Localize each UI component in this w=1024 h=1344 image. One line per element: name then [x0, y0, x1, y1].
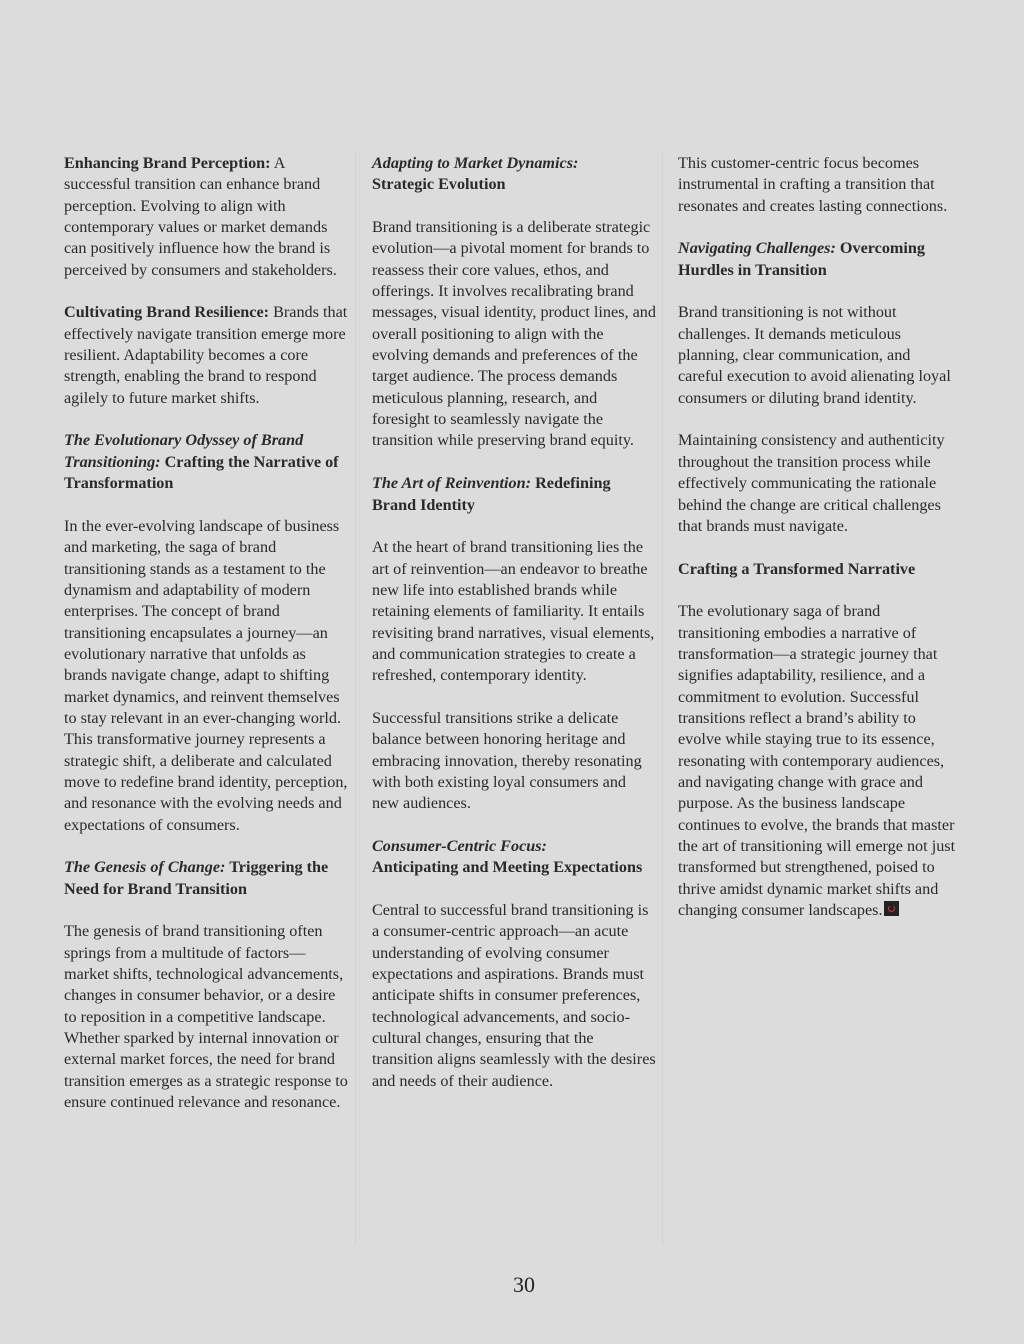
heading-italic: The Art of Reinvention:	[372, 474, 532, 493]
paragraph-text: A successful transition can enhance brand perception. Evolving to align with contemporary values or market demands can positively influence how the brand is perceived by consumers and stakeholders.	[64, 154, 337, 279]
page-number: 30	[513, 1272, 535, 1297]
end-of-article-icon	[884, 901, 899, 916]
paragraph-cultivating-brand-resilience	[64, 302, 348, 409]
paragraph-text: The genesis of brand transitioning often springs from a multitude of factors—market shifts, technological advancements, changes in consumer behavior, or a desire to reposition in a competitive landscape. Whether sparked by internal innovation or external market forces, the need for brand transition emerges as a strategic response to ensure continued relevance and resonance.	[64, 922, 348, 1112]
paragraph-text: Maintaining consistency and authenticity throughout the transition process while effectively communicating the rationale behind the change are critical challenges that brands must navigate.	[678, 431, 945, 535]
heading-italic: Navigating Challenges:	[678, 239, 836, 258]
section-heading	[678, 559, 956, 580]
heading-italic: The Genesis of Change:	[64, 858, 226, 877]
paragraph-text: Brand transitioning is not without challenges. It demands meticulous planning, clear communication, and careful execution to avoid alienating loyal consumers or diluting brand identity.	[678, 303, 951, 407]
section-heading	[372, 473, 656, 516]
column-divider-2	[662, 150, 663, 1245]
section-heading	[64, 430, 348, 494]
section-heading	[372, 836, 656, 879]
paragraph-text: Successful transitions strike a delicate balance between honoring heritage and embracing innovation, thereby resonating with both existing loyal consumers and new audiences.	[372, 708, 642, 813]
paragraph-text: At the heart of brand transitioning lies the art of reinvention—an endeavor to breathe new life into established brands while retaining elements of familiarity. It entails revisiting brand narratives, visual elements, and communication strategies to create a refreshed, contemporary identity.	[372, 538, 655, 685]
paragraph-text: This customer-centric focus becomes instrumental in crafting a transition that resonates and creates lasting connections.	[678, 154, 948, 215]
paragraph-enhancing-brand-perception	[64, 153, 348, 281]
paragraph-text: The evolutionary saga of brand transitioning embodies a narrative of transformation—a strategic journey that signifies adaptability, resilience, and a commitment to evolution. Successful transitions reflect a brand’s ability to evolve while staying true to its essence, resonating with contemporary audiences, and navigating change with grace and purpose. As the business landscape continues to evolve, the brands that master the art of transitioning will emerge not just transformed but strengthened, poised to thrive amidst dynamic market shifts and changing consumer landscapes.	[678, 602, 956, 920]
heading-bold: Overcoming Hurdles in Transition	[678, 239, 926, 279]
heading-italic: Adapting to Market Dynamics:	[372, 154, 579, 172]
paragraph-text: Central to successful brand transitioning is a consumer-centric approach—an acute understanding of evolving consumer expectations and aspirations. Brands must anticipate shifts in consumer preferences, technological advancements, and socio-cultural changes, ensuring that the transition aligns seamlessly with the desires and needs of their audience.	[372, 901, 656, 1090]
heading-bold: Anticipating and Meeting Expectations	[372, 858, 643, 877]
heading-italic: Consumer-Centric Focus:	[372, 837, 547, 855]
text-column-2	[372, 153, 656, 1113]
section-heading	[64, 857, 348, 900]
column-divider-1	[355, 150, 356, 1245]
heading-italic: The Evolutionary Odyssey of Brand Transitioning:	[64, 431, 304, 471]
text-column-3	[678, 153, 956, 943]
section-heading	[372, 153, 656, 196]
section-heading	[678, 238, 956, 281]
heading-bold: Redefining Brand Identity	[372, 474, 611, 514]
run-in-heading: Enhancing Brand Perception:	[64, 154, 271, 172]
heading-bold: Strategic Evolution	[372, 175, 506, 194]
heading-bold: Crafting the Narrative of Transformation	[64, 452, 339, 493]
heading-bold: Triggering the Need for Brand Transition	[64, 858, 329, 898]
paragraph-text: In the ever-evolving landscape of business and marketing, the saga of brand transitioning stands as a testament to the dynamism and adaptability of modern enterprises. The concept of brand transitioning encapsulates a journey—an evolutionary narrative that unfolds as brands navigate change, adapt to shifting market dynamics, and reinvent themselves to stay relevant in an ever-changing world. This transformative journey represents a strategic shift, a deliberate and calculated move to redefine brand identity, perception, and resonance with the evolving needs and expectations of consumers.	[64, 516, 348, 834]
heading-bold: Crafting a Transformed Narrative	[678, 559, 916, 578]
run-in-heading: Cultivating Brand Resilience:	[64, 303, 270, 322]
paragraph-text: Brand transitioning is a deliberate strategic evolution—a pivotal moment for brands to reassess their core values, ethos, and offerings. It involves recalibrating brand messages, visual identity, product lines, and overall positioning to align with the evolving demands and preferences of the target audience. The process demands meticulous planning, research, and foresight to seamlessly navigate the transition while preserving brand equity.	[372, 218, 656, 450]
final-paragraph	[678, 601, 956, 921]
paragraph-text: Brands that effectively navigate transition emerge more resilient. Adaptability becomes a core strength, enabling the brand to respond agilely to future market shifts.	[64, 303, 348, 407]
text-column-1	[64, 153, 348, 1135]
